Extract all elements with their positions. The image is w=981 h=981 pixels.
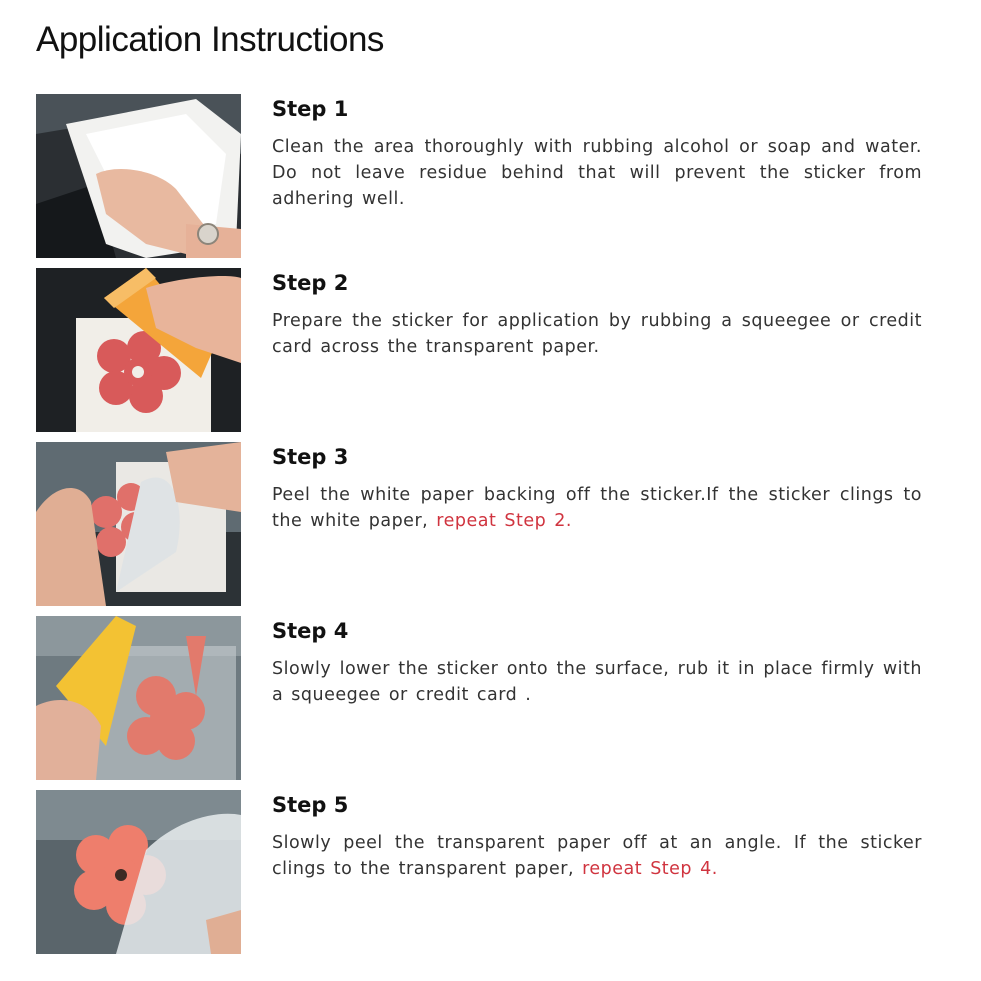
hand-wiping-car-window-photo [36,94,241,258]
step-1 [36,94,941,258]
step-heading: Step 1 [272,97,349,121]
step-description [272,830,922,882]
peeling-transfer-paper-photo [36,790,241,954]
step-text: Peel the white paper backing off the sticker.If the sticker clings to the white paper, [272,485,922,531]
step-heading: Step 2 [272,271,349,295]
step-description [272,134,922,212]
step-text: Clean the area thoroughly with rubbing alcohol or soap and water. Do not leave residue behind that will prevent the sticker from adhering well. [272,137,922,209]
step-heading: Step 3 [272,445,349,469]
step-text: Slowly lower the sticker onto the surface, rub it in place firmly with a squeegee or credit card . [272,659,922,705]
step-5 [36,790,941,954]
step-heading: Step 4 [272,619,349,643]
step-heading: Step 5 [272,793,349,817]
applying-sticker-photo [36,616,241,780]
page-title: Application Instructions [36,20,384,59]
step-description [272,308,922,360]
step-text: Slowly peel the transparent paper off at an angle. If the sticker clings to the transparent paper, [272,833,922,879]
repeat-step-link: repeat Step 4. [582,859,718,879]
step-text: Prepare the sticker for application by rubbing a squeegee or credit card across the transparent paper. [272,311,922,357]
repeat-step-link: repeat Step 2. [436,511,572,531]
step-description [272,656,922,708]
squeegee-on-sticker-photo [36,268,241,432]
peeling-backing-photo [36,442,241,606]
step-description [272,482,922,534]
step-4 [36,616,941,780]
step-3 [36,442,941,606]
step-2 [36,268,941,432]
